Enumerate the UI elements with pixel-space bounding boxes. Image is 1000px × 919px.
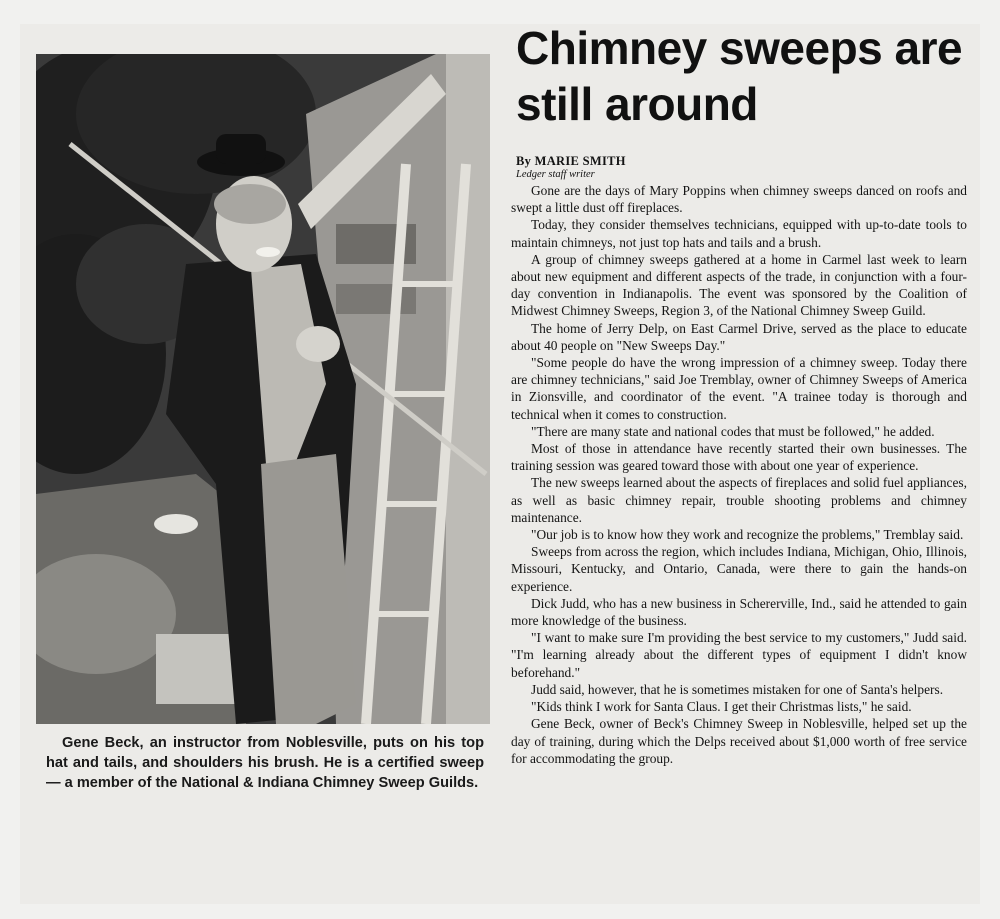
headline: Chimney sweeps are still around [516,22,963,130]
article-paragraph: Gene Beck, owner of Beck's Chimney Sweep in Noblesville, helped set up the day of training, during which the Delps received about $1,000 worth of free service for accommodating the group. [511,716,967,766]
article-paragraph: "Kids think I work for Santa Claus. I get their Christmas lists," he said. [531,699,912,715]
byline [516,154,976,181]
article-paragraph: Today, they consider themselves technicians, equipped with up-to-date tools to maintain chimneys, not just top hats and tails and a brush. [511,217,967,250]
byline-title: Ledger staff writer [516,169,595,180]
article-paragraph: Judd said, however, that he is sometimes mistaken for one of Santa's helpers. [531,681,944,697]
article-paragraph: Dick Judd, who has a new business in Schererville, Ind., said he attended to gain more knowledge of the business. [511,595,967,629]
article-paragraph: "Our job is to know how they work and recognize the problems," Tremblay said. [531,527,964,543]
byline-author: By MARIE SMITH [516,154,626,168]
article-paragraph: Gone are the days of Mary Poppins when chimney sweeps danced on roofs and swept a little dust off fireplaces. [511,183,967,216]
chimney-sweep-photo [36,54,490,724]
photo-caption: Gene Beck, an instructor from Noblesville, puts on his top hat and tails, and shoulders his brush. He is a certified sweep — a member of the National & Indiana Chimney Sweep Guilds. [46,735,484,791]
article-paragraph: Most of those in attendance have recently started their own businesses. The training session was geared toward those with about one year of experience. [511,441,967,474]
photo-illustration [36,54,490,724]
article-paragraph: The home of Jerry Delp, on East Carmel Drive, served as the place to educate about 40 people on "New Sweeps Day." [511,320,967,353]
article-paragraph: "There are many state and national codes that must be followed," he added. [531,423,935,439]
article-paragraph: A group of chimney sweeps gathered at a home in Carmel last week to learn about new equipment and different aspects of the trade, in conjunction with a four-day convention in Indianapolis. The event was sponsored by the Coalition of Midwest Chimney Sweeps, Region 3, of the National Chimney Sweep Guild. [511,251,967,319]
article-paragraph: "Some people do have the wrong impression of a chimney sweep. Today there are chimney technicians," said Joe Tremblay, owner of Chimney Sweeps of America in Zionsville, and coordinator of the event. "A trainee today is thorough and technical when it comes to construction. [511,355,967,422]
article-paragraph: Sweeps from across the region, which includes Indiana, Michigan, Ohio, Illinois, Missouri, Kentucky, and Ontario, Canada, were there to gain the hands-on experience. [511,544,967,594]
article-paragraph: "I want to make sure I'm providing the best service to my customers," Judd said. "I'm learning already about the different types of equipment I didn't know beforehand." [511,630,967,680]
article-paragraph: The new sweeps learned about the aspects of fireplaces and solid fuel appliances, as well as basic chimney repair, trouble shooting problems and chimney maintenance. [511,475,967,525]
article-body [511,182,967,767]
